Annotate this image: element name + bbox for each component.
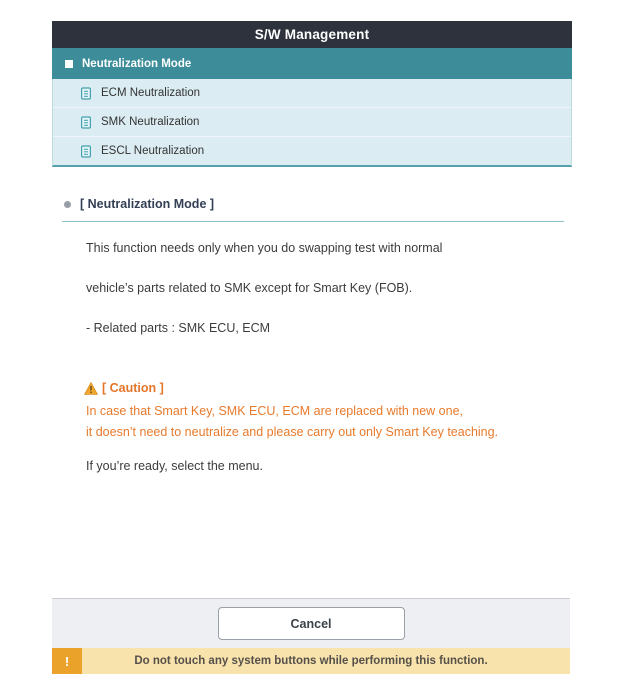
section-divider xyxy=(62,221,564,222)
menu-item-label: SMK Neutralization xyxy=(101,116,200,128)
bullet-dot-icon xyxy=(64,201,71,208)
caution-header xyxy=(84,381,164,395)
menu-item-ecm-neutralization[interactable] xyxy=(53,79,571,108)
caution-line: In case that Smart Key, SMK ECU, ECM are replaced with new one, xyxy=(86,404,464,418)
neutralization-menu-list xyxy=(52,79,572,167)
menu-item-label: ESCL Neutralization xyxy=(101,145,205,157)
exclamation-icon: ! xyxy=(52,648,82,674)
related-parts-line: - Related parts : SMK ECU, ECM xyxy=(86,321,271,335)
page-title xyxy=(52,21,572,48)
document-icon xyxy=(80,145,92,158)
cancel-button[interactable]: Cancel xyxy=(218,607,405,640)
content-section-title: [ Neutralization Mode ] xyxy=(80,197,215,211)
warning-bar xyxy=(52,648,570,674)
section-square-icon xyxy=(65,60,73,68)
warning-message: Do not touch any system buttons while performing this function. xyxy=(134,655,488,667)
description-line: vehicle’s parts related to SMK except for Smart Key (FOB). xyxy=(86,281,413,295)
ready-instruction: If you’re ready, select the menu. xyxy=(86,459,263,473)
sw-management-panel xyxy=(52,21,572,167)
menu-item-smk-neutralization[interactable] xyxy=(53,108,571,137)
document-icon xyxy=(80,87,92,100)
document-icon xyxy=(80,116,92,129)
menu-item-label: ECM Neutralization xyxy=(101,87,201,99)
action-bar xyxy=(52,598,570,648)
menu-section-header xyxy=(52,48,572,79)
warning-triangle-icon xyxy=(84,382,98,395)
caution-title: [ Caution ] xyxy=(102,381,164,395)
page-title-label: S/W Management xyxy=(254,27,370,42)
description-line: This function needs only when you do swapping test with normal xyxy=(86,241,443,255)
content-section-head xyxy=(64,197,214,211)
menu-section-label: Neutralization Mode xyxy=(82,57,192,70)
caution-line: it doesn’t need to neutralize and please carry out only Smart Key teaching. xyxy=(86,425,499,439)
menu-item-escl-neutralization[interactable] xyxy=(53,137,571,165)
